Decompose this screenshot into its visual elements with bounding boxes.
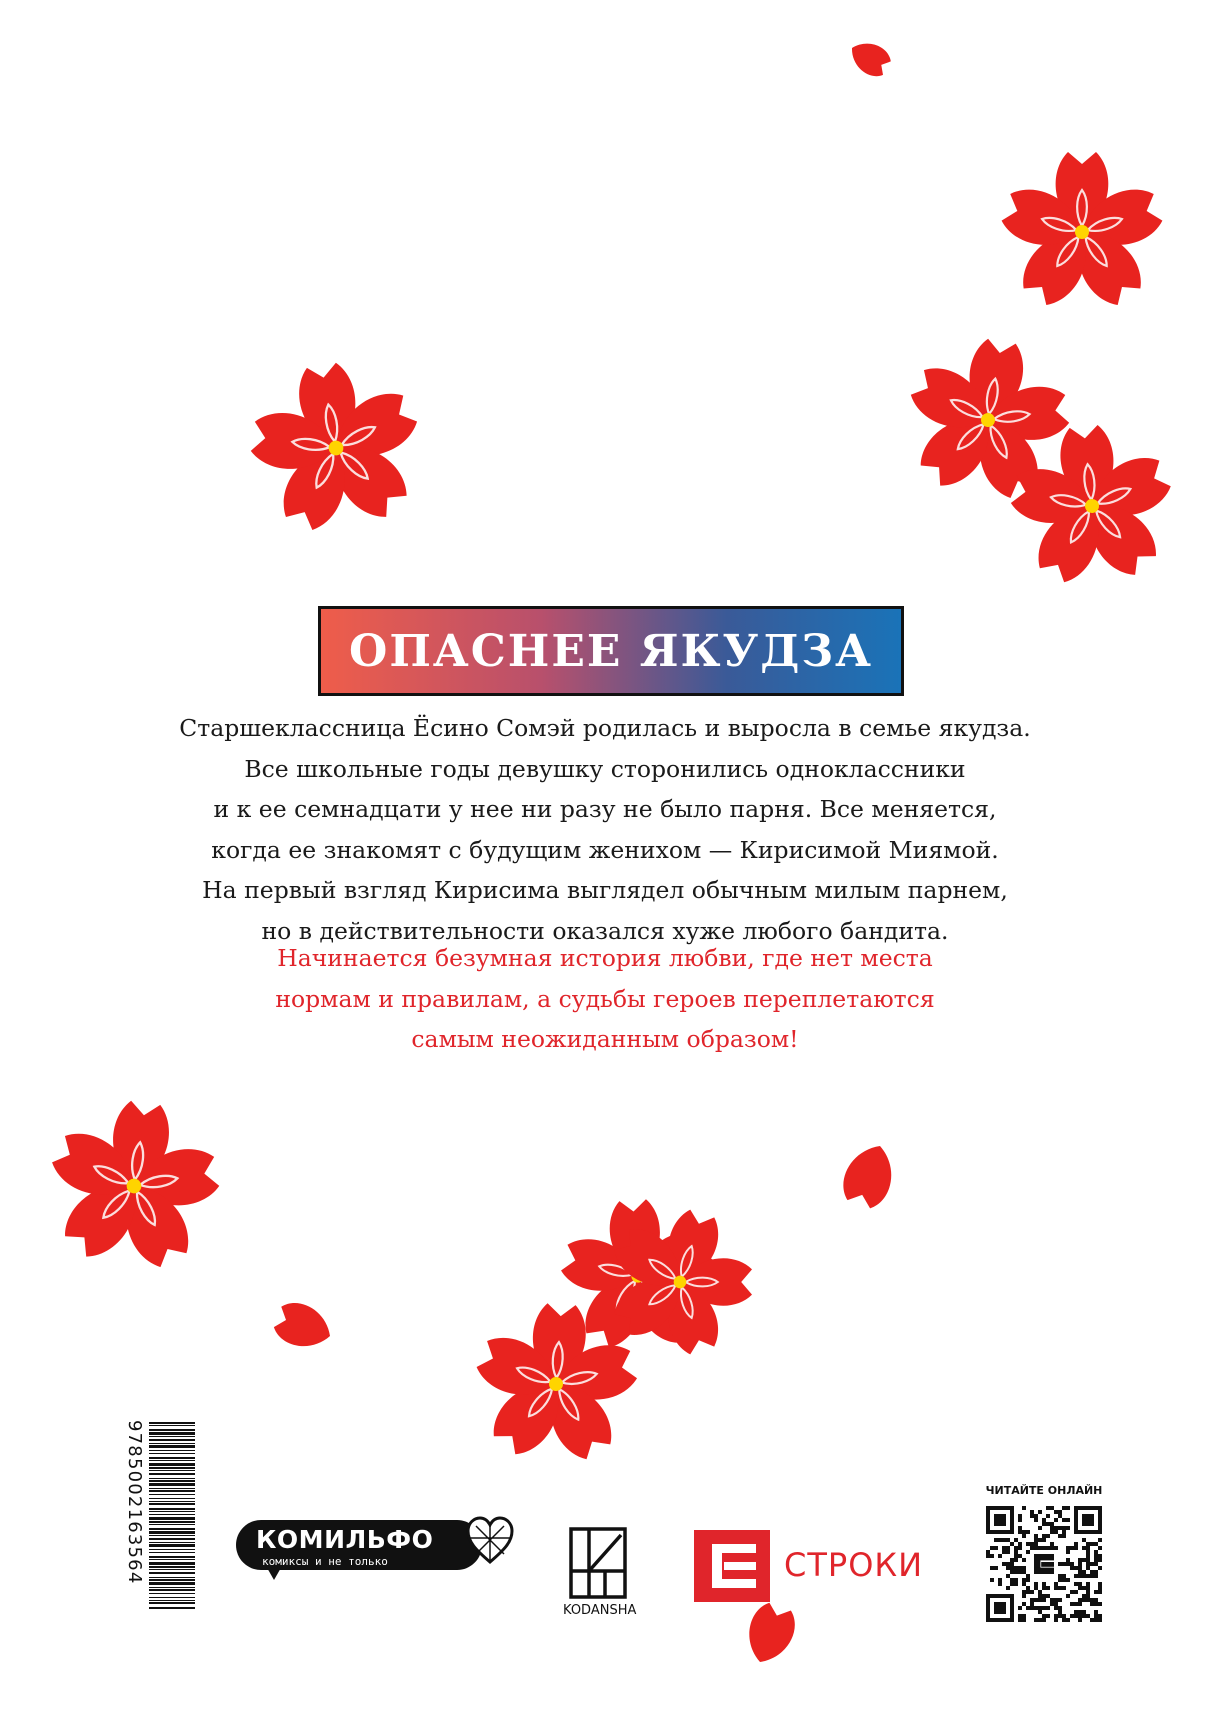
kodansha-logo <box>563 1527 637 1619</box>
stroki-logo-icon <box>694 1530 770 1602</box>
tagline-line: нормам и правилам, а судьбы героев переплетаются <box>275 984 935 1013</box>
isbn-digits: 9785002163564 <box>124 1420 145 1585</box>
qr-code-icon[interactable] <box>986 1506 1102 1622</box>
isbn-barcode <box>125 1420 195 1616</box>
synopsis-line: когда ее знакомят с будущим женихом — Кирисимой Миямой. <box>211 835 999 864</box>
synopsis-line: но в действительности оказался хуже любого бандита. <box>261 916 949 945</box>
sakura-flower-icon <box>234 350 437 546</box>
qr-label: ЧИТАЙТЕ ОНЛАЙН <box>985 1484 1103 1497</box>
tagline <box>80 938 1130 1060</box>
stroki-name: СТРОКИ <box>784 1546 924 1584</box>
tagline-line: Начинается безумная история любви, где нет места <box>277 944 933 972</box>
sakura-flower-icon <box>998 152 1166 312</box>
qr-block <box>974 1484 1114 1634</box>
komilfo-heart-icon <box>466 1516 514 1566</box>
sakura-petal-icon <box>270 1297 337 1355</box>
synopsis-line: и к ее семнадцати у нее ни разу не было парня. Все меняется, <box>213 795 997 823</box>
sakura-petal-icon <box>845 35 895 81</box>
sakura-flower-icon <box>35 1091 234 1282</box>
kodansha-name: KODANSHA <box>563 1603 637 1618</box>
sakura-petal-icon <box>739 1599 800 1669</box>
synopsis-line: Старшеклассница Ёсино Сомэй родилась и выросла в семье якудза. <box>179 714 1031 742</box>
kodansha-logo-icon <box>569 1527 627 1599</box>
barcode-bars <box>149 1422 195 1612</box>
stroki-logo <box>694 1530 934 1602</box>
title-banner <box>318 606 904 696</box>
komilfo-logo <box>236 1520 510 1578</box>
komilfo-tagline: комиксы и не только <box>262 1555 388 1568</box>
synopsis <box>80 708 1130 951</box>
book-title: ОПАСНЕЕ ЯКУДЗА <box>349 625 873 677</box>
synopsis-line: Все школьные годы девушку сторонились одноклассники <box>244 754 966 783</box>
sakura-petal-icon <box>837 1138 902 1212</box>
synopsis-line: На первый взгляд Кирисима выглядел обычным милым парнем, <box>202 876 1008 904</box>
komilfo-name: КОМИЛЬФО <box>256 1525 434 1554</box>
tagline-line: самым неожиданным образом! <box>411 1025 799 1053</box>
